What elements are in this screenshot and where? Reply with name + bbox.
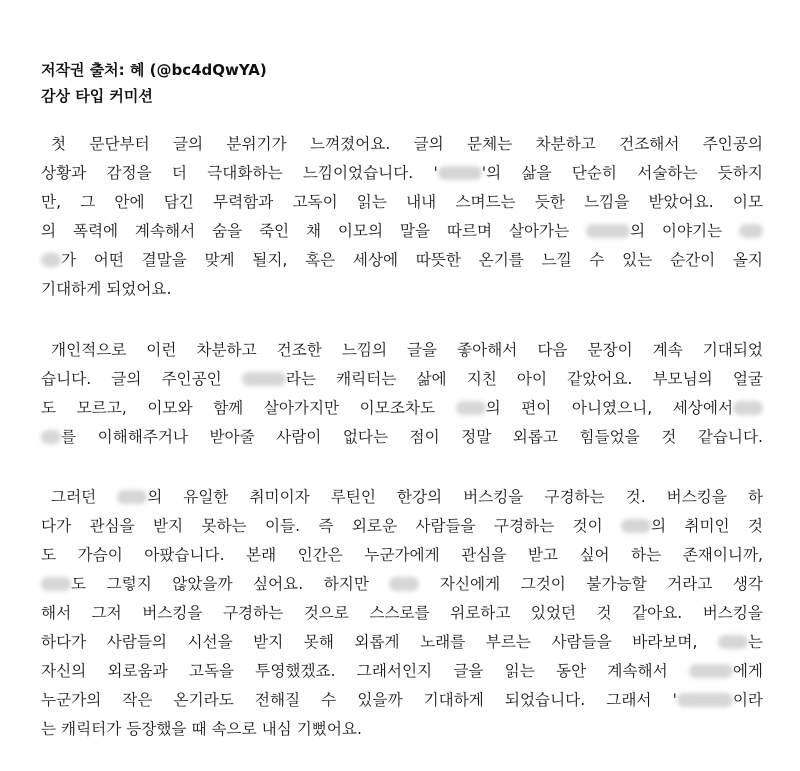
redacted-name [41,430,61,444]
paragraph-line: 해서 그저 버스킹을 구경하는 것으로 스스로를 위로하고 있었던 것 같아요. 버스킹을 [41,604,763,622]
text-segment: 상황과 감정을 더 극대화하는 느낌이었습니다. ' [41,164,438,182]
redacted-name [41,253,61,267]
paragraph-line: 만, 그 안에 담긴 무력함과 고독이 읽는 내내 스며드는 듯한 느낌을 받았어요. 이모 [41,193,763,211]
redacted-name [456,401,486,415]
document-header [41,57,267,109]
text-segment: 의 폭력에 계속해서 숨을 죽인 채 이모의 말을 따르며 살아가는 [41,222,586,240]
redacted-name [438,166,482,180]
paragraph-line [41,394,763,423]
text-segment: 는 [747,633,763,651]
text-segment: 도 모르고, 이모와 함께 살아가지만 이모조차도 [41,399,456,417]
paragraph-line: 기대하게 되었어요. [41,280,172,298]
redacted-name [677,693,733,707]
paragraph-line [41,246,763,275]
text-segment: 도 그렇지 않았을까 싶어요. 하지만 [71,575,390,593]
text-segment: 누군가의 작은 온기라도 전해질 수 있을까 기대하게 되었습니다. 그래서 ' [41,691,677,709]
paragraph-line: 첫 문단부터 글의 분위기가 느껴졌어요. 글의 문체는 차분하고 건조해서 주인공의 [51,135,763,153]
redacted-name [733,401,763,415]
text-segment: 자신의 외로움과 고독을 투영했겠죠. 그래서인지 글을 읽는 동안 계속해서 [41,662,689,680]
text-segment: 이라 [732,691,763,709]
paragraph-2 [41,336,763,452]
text-segment: 의 취미인 것 [651,517,763,535]
text-segment: 자신에게 그것이 불가능할 거라고 생각 [419,575,763,593]
paragraph-line [41,365,763,394]
text-segment: 에게 [732,662,763,680]
paragraph-line [41,159,763,188]
redacted-name [389,577,419,591]
text-segment: 의 이야기는 [630,222,739,240]
redacted-name [242,372,286,386]
commission-type-title: 감상 타입 커미션 [41,87,153,105]
text-segment: 를 이해해주거나 받아줄 사람이 없다는 점이 정말 외롭고 힘들었을 것 같습니다. [61,428,763,446]
text-segment: 그러던 [51,488,118,506]
redacted-name [117,490,147,504]
paragraph-line [41,657,763,686]
redacted-name [621,519,651,533]
text-segment: 습니다. 글의 주인공인 [41,370,242,388]
paragraph-line: 는 캐릭터가 등장했을 때 속으로 내심 기뻤어요. [41,720,362,738]
paragraph-line [41,686,763,715]
redacted-name [586,224,630,238]
paragraph-1 [41,130,763,304]
text-segment: '의 삶을 단순히 서술하는 듯하지 [481,164,763,182]
text-segment: 다가 관심을 받지 못하는 이들. 즉 외로운 사람들을 구경하는 것이 [41,517,621,535]
text-segment: 가 어떤 결말을 맞게 될지, 혹은 세상에 따뜻한 온기를 느낄 수 있는 순간이 올지 [61,251,763,269]
paragraph-line [41,423,763,452]
paragraph-line [41,512,763,541]
redacted-name [689,664,733,678]
paragraph-line [41,570,763,599]
paragraph-line: 개인적으로 이런 차분하고 건조한 느낌의 글을 좋아해서 다음 문장이 계속 기대되었 [51,341,763,359]
text-segment: 하다가 사람들의 시선을 받지 못해 외롭게 노래를 부르는 사람들을 바라보며, [41,633,718,651]
paragraph-line [41,217,763,246]
redacted-name [739,224,763,238]
text-segment: 의 편이 아니였으니, 세상에서 [485,399,734,417]
paragraph-line: 도 가슴이 아팠습니다. 본래 인간은 누군가에게 관심을 받고 싶어 하는 존재이니까, [41,546,763,564]
text-segment: 의 유일한 취미이자 루틴인 한강의 버스킹을 구경하는 것. 버스킹을 하 [147,488,763,506]
copyright-source: 저작권 출처: 혜 (@bc4dQwYA) [41,61,267,79]
paragraph-3 [41,483,763,744]
paragraph-line [41,628,763,657]
redacted-name [718,635,748,649]
paragraph-line [41,483,763,512]
text-segment: 라는 캐릭터는 삶에 지친 아이 같았어요. 부모님의 얼굴 [285,370,763,388]
redacted-name [41,577,71,591]
